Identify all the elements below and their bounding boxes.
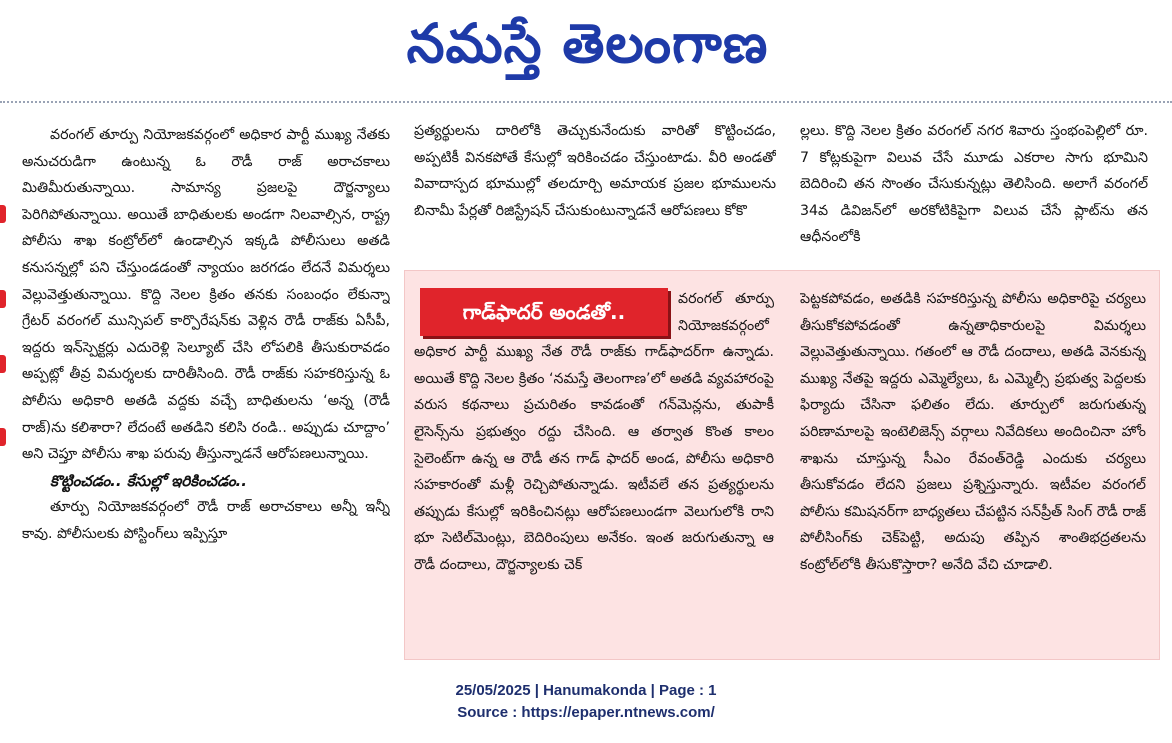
- sidebar-headline-badge: గాడ్‌ఫాదర్‌ అండతో..: [420, 288, 668, 336]
- article-paragraph: తూర్పు నియోజకవర్గంలో రౌడీ రాజ్‌ అరాచకాలు అన్నీ ఇన్నీ కావు. పోలీసులకు పోస్టింగ్‌లు ఇప్పిస్తూ: [22, 499, 390, 542]
- sidebar-paragraph: పెట్టకపోవడం, అతడికి సహకరిస్తున్న పోలీసు అధికారిపై చర్యలు తీసుకోకపోవడంతో ఉన్నతాధికారులపై విమర్శలు వెల్లువెత్తుతున్నాయి. గతంలో ఆ రౌడీ దందాలు, అతడి వెనకున్న ముఖ్య నేతపై ఇద్దరు ఎమ్మెల్యేలు, ఓ ఎమ్మెల్సీ ప్రభుత్వ పెద్దలకు ఫిర్యాదు చేసినా ఫలితం లేదు. తూర్పులో జరుగుతున్న పరిణామాలపై ఇంటెలిజెన్స్‌ వర్గాలు నివేదికలు అందించినా హోం శాఖను చూస్తున్న సీఎం రేవంత్‌రెడ్డి ఎందుకు చర్యలు తీసుకోవడం లేదని ప్రజలు ప్రశ్నిస్తున్నారు. ఇటీవల వరంగల్‌ పోలీసు కమిషనర్‌గా బాధ్యతలు చేపట్టిన సన్‌ప్రీత్‌ సింగ్‌ రౌడీ రాజ్‌ పోలీసింగ్‌కు చెక్‌పెట్టి, అదుపు తప్పిన శాంతిభద్రతలను కంట్రోల్‌లోకి తీసుకొస్తారా? అనేది వేచి చూడాలి.: [800, 291, 1146, 573]
- sidebar-paragraph: వరంగల్‌ తూర్పు నియోజకవర్గంలో అధికార పార్టీ ముఖ్య నేత రౌడీ రాజ్‌కు గాడ్‌ఫాదర్‌గా ఉన్నాడు. అయితే కొద్ది నెలల క్రితం ‘నమస్తే తెలంగాణ’లో అతడి వ్యవహారంపై వరుస కథనాలు ప్రచురితం కావడంతో గన్‌మెన్లను, తుపాకీ లైసెన్స్‌ను ప్రభుత్వం రద్దు చేసింది. ఆ తర్వాత కొంత కాలం సైలెంట్‌గా ఉన్న ఆ రౌడీ తన గాడ్‌ ఫాదర్‌ అండ, పోలీసు అధికారి సహకారంతో మళ్లీ రెచ్చిపోతున్నాడు. ఇటీవలే తన ప్రత్యర్థులను తప్పుడు కేసుల్లో ఇరికించినట్లు ఆరోపణలుండగా వెలుగులోకి రాని భూ సెటిల్‌మెంట్లు, బెదిరింపులు అనేకం. ఇంత జరుగుతున్నా ఆ రౌడీ దందాలు, దౌర్జన్యాలకు చెక్‌: [414, 291, 774, 573]
- edge-mark: [0, 290, 6, 308]
- newspaper-logo: నమస్తే తెలంగాణ: [406, 12, 769, 75]
- masthead: [0, 0, 1172, 100]
- sidebar-column-1: [414, 286, 774, 658]
- page-edge-marks: [0, 0, 6, 743]
- edge-mark: [0, 428, 6, 446]
- edge-mark: [0, 355, 6, 373]
- edge-mark: [0, 205, 6, 223]
- article-paragraph: ల్లలు. కొద్ది నెలల క్రితం వరంగల్‌ నగర శివారు స్తంభంపెల్లిలో రూ. 7 కోట్లకుపైగా విలువ చేసే మూడు ఎకరాల సాగు భూమిని బెదిరించి తన సొంతం చేసుకున్నట్లు తెలిసింది. అలాగే వరంగల్‌ 34వ డివిజన్‌లో అరకోటికిపైగా విలువ చేసే ప్లాట్‌ను తన ఆధీనంలోకి: [800, 123, 1148, 246]
- article-column-1: [22, 122, 390, 650]
- article-subheading: కొట్టించడం.. కేసుల్లో ఇరికించడం..: [50, 471, 247, 490]
- page-footer: [0, 680, 1172, 724]
- masthead-divider: [0, 101, 1172, 103]
- edition-info: 25/05/2025 | Hanumakonda | Page : 1: [455, 682, 717, 699]
- article-paragraph: వరంగల్‌ తూర్పు నియోజకవర్గంలో అధికార పార్టీ ముఖ్య నేతకు అనుచరుడిగా ఉంటున్న ఓ రౌడీ రాజ్‌ అరాచకాలు మితిమీరుతున్నాయి. సామాన్య ప్రజలపై దౌర్జన్యాలు పెరిగిపోతున్నాయి. అయితే బాధితులకు అండగా నిలవాల్సిన, రాష్ట్ర పోలీసు శాఖ కంట్రోల్‌లో ఉండాల్సిన ఇక్కడి పోలీసులు అతడి కనుసన్నల్లో పని చేస్తుండడంతో న్యాయం జరగడం లేదనే విమర్శలు వెల్లువెత్తుతున్నాయి. కొద్ది నెలల క్రితం తనకు సంబంధం లేకున్నా గ్రేటర్‌ వరంగల్‌ మున్సిపల్‌ కార్పొరేషన్‌కు వెళ్లిన రౌడీ రాజ్‌కు ఏసీపీ, ఇద్దరు ఇన్‌స్పెక్టర్లు ఎదురెళ్లి సెల్యూట్‌ చేసి లోపలికి తీసుకురావడం అప్పట్లో తీవ్ర విమర్శలకు దారితీసింది. రౌడీ రాజ్‌కు సహకరిస్తున్న ఓ పోలీసు అధికారి అతడి వద్దకు వచ్చే బాధితులను ‘అన్న (రౌడీ రాజ్‌)ను కలిశారా? లేదంటే అతడిని కలిసి రండి.. అప్పుడు చూద్దాం’ అని చెప్తూ పోలీసు శాఖ పరువు తీస్తున్నాడనే ఆరోపణలున్నాయి.: [22, 127, 390, 463]
- article-column-2: [414, 118, 776, 268]
- article-paragraph: ప్రత్యర్థులను దారిలోకి తెచ్చుకునేందుకు వారితో కొట్టించడం, అప్పటికీ వినకపోతే కేసుల్లో ఇరికించడం చేస్తుంటాడు. వీరి అండతో వివాదాస్పద భూముల్లో తలదూర్చి అమాయక ప్రజల భూములను బినామీ పేర్లతో రిజిస్ట్రేషన్‌ చేసుకుంటున్నాడనే ఆరోపణలు కోకొ: [414, 123, 776, 219]
- source-link[interactable]: Source : https://epaper.ntnews.com/: [457, 704, 715, 721]
- article-column-3: [800, 118, 1148, 268]
- sidebar-column-2: [800, 286, 1146, 658]
